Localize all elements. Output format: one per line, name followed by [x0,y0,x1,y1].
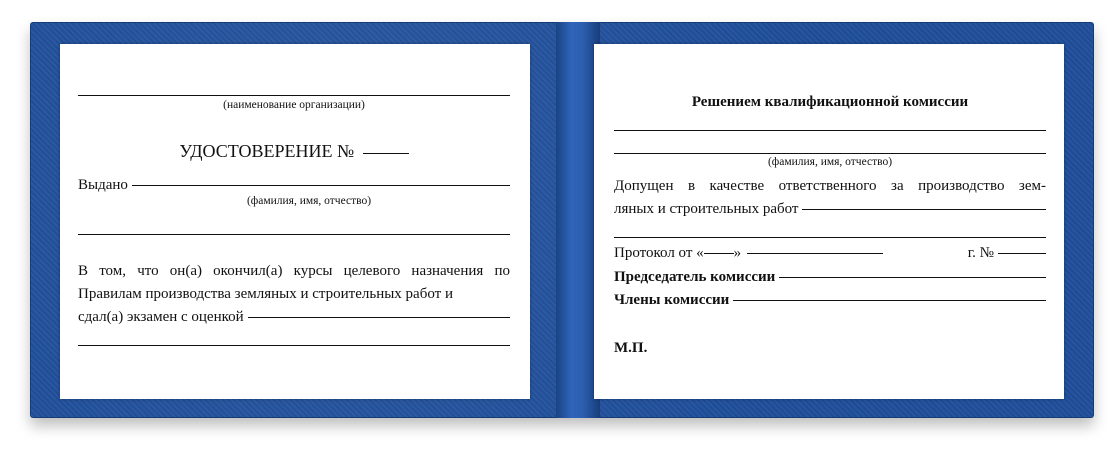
protocol-mid: » [733,245,742,261]
certificate-title-text: УДОСТОВЕРЕНИЕ № [179,141,355,161]
admitted-text-2: ляных и строительных работ [614,201,799,217]
name-line-2 [614,153,1046,154]
chairman-row [614,266,1046,289]
chairman-line [779,277,1046,278]
issued-name-line [132,185,510,186]
year-label: г. № [967,245,994,261]
admitted-row [614,198,1046,221]
admitted-line-2 [614,237,1046,238]
right-page [594,44,1064,399]
chairman-label: Председатель комиссии [614,269,776,285]
exam-grade-line-2 [78,345,510,346]
protocol-month-blank [747,253,883,254]
name-caption: (фамилия, имя, отчество) [767,156,893,168]
exam-grade-line [248,317,510,318]
work-type-line [802,209,1046,210]
issued-name-line-2 [78,234,510,235]
certificate-number-blank [363,153,409,154]
members-row [614,289,1046,312]
protocol-label: Протокол от « [614,245,704,261]
exam-row [78,306,510,329]
members-label: Члены комиссии [614,292,730,308]
certificate-title [78,140,510,162]
name-line-1 [614,130,1046,131]
stamp-label: М.П. [614,340,648,356]
protocol-day-blank [704,253,734,254]
course-text: В том, что он(а) окончил(а) курсы целевого назначения по Правилам производства земляных и строительных работ и [78,263,510,302]
issued-caption: (фамилия, имя, отчество) [246,195,372,207]
admitted-text: Допущен в качестве ответственного за производство зем- [614,178,1046,194]
protocol-number-blank [998,253,1046,254]
issued-row [78,174,510,197]
organization-line [78,95,510,96]
certificate-cover [30,22,1094,418]
left-page [60,44,530,399]
issued-label: Выдано [78,177,128,193]
organization-caption: (наименование организации) [223,99,365,111]
commission-heading: Решением квалификационной комиссии [691,94,969,110]
exam-label: сдал(а) экзамен с оценкой [78,309,244,325]
protocol-row [614,242,1046,265]
members-line [733,300,1046,301]
